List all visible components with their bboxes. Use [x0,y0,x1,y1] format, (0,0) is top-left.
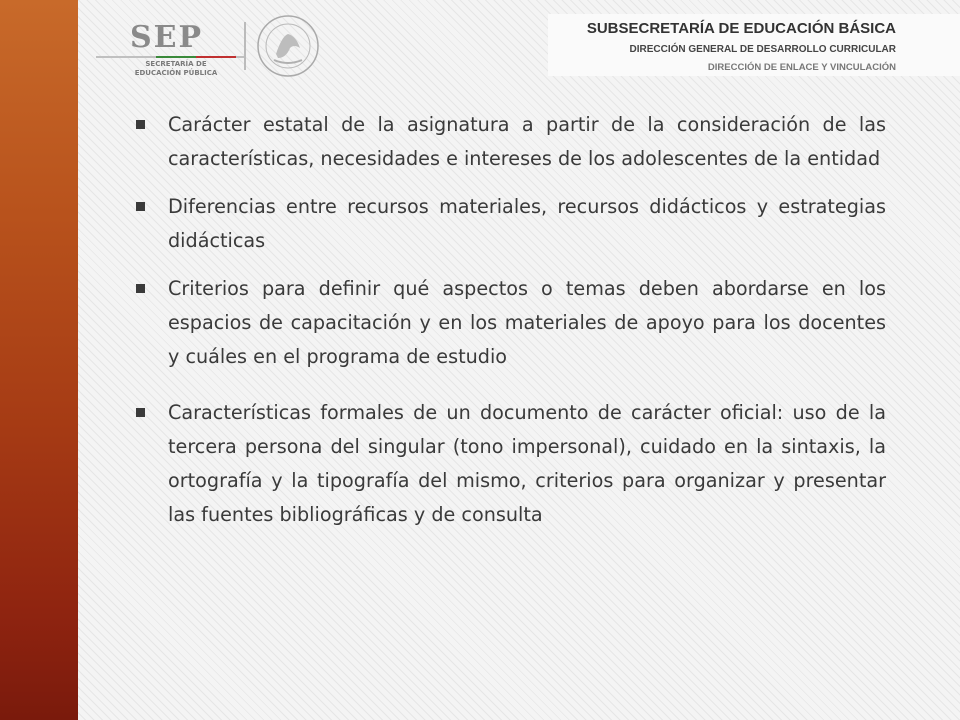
header-divider [244,22,246,70]
list-item-text: Criterios para definir qué aspectos o temas deben abordarse en los espacios de capacitación y en los materiales de apoyo para los docentes y cuáles en el programa de estudio [168,277,886,368]
header [78,0,960,92]
bullet-square-icon [136,408,145,417]
side-accent-bar [0,0,78,720]
header-title-subsecretaria: SUBSECRETARÍA DE EDUCACIÓN BÁSICA [586,20,896,37]
list-item-text: Características formales de un documento de carácter oficial: uso de la tercera persona del singular (tono impersonal), cuidado en la sintaxis, la ortografía y la tipografía del mismo, criterios para organizar y presentar las fuentes bibliográficas y de consulta [168,401,886,526]
sep-logo-subtitle [116,60,236,78]
bullet-list [130,108,886,546]
header-titles [548,14,960,76]
sep-logo-subtitle-line1: SECRETARÍA DE [145,60,207,68]
bullet-square-icon [136,120,145,129]
bullet-square-icon [136,202,145,211]
list-item [130,396,886,532]
sep-logo-rule [96,56,246,58]
list-item-text: Diferencias entre recursos materiales, recursos didácticos y estrategias didácticas [168,195,886,252]
sep-logo-text: SEP [130,20,204,55]
list-item [130,108,886,176]
sep-logo-subtitle-line2: EDUCACIÓN PÚBLICA [134,69,218,77]
header-title-direccion-general: DIRECCIÓN GENERAL DE DESARROLLO CURRICULAR [629,44,896,55]
list-item [130,190,886,258]
bullet-square-icon [136,284,145,293]
sep-logo [96,20,246,82]
header-title-direccion-enlace: DIRECCIÓN DE ENLACE Y VINCULACIÓN [707,62,896,73]
national-seal-icon [256,14,320,78]
list-item-text: Carácter estatal de la asignatura a partir de la consideración de las características, necesidades e intereses de los adolescentes de la entidad [168,113,886,170]
list-item [130,272,886,374]
